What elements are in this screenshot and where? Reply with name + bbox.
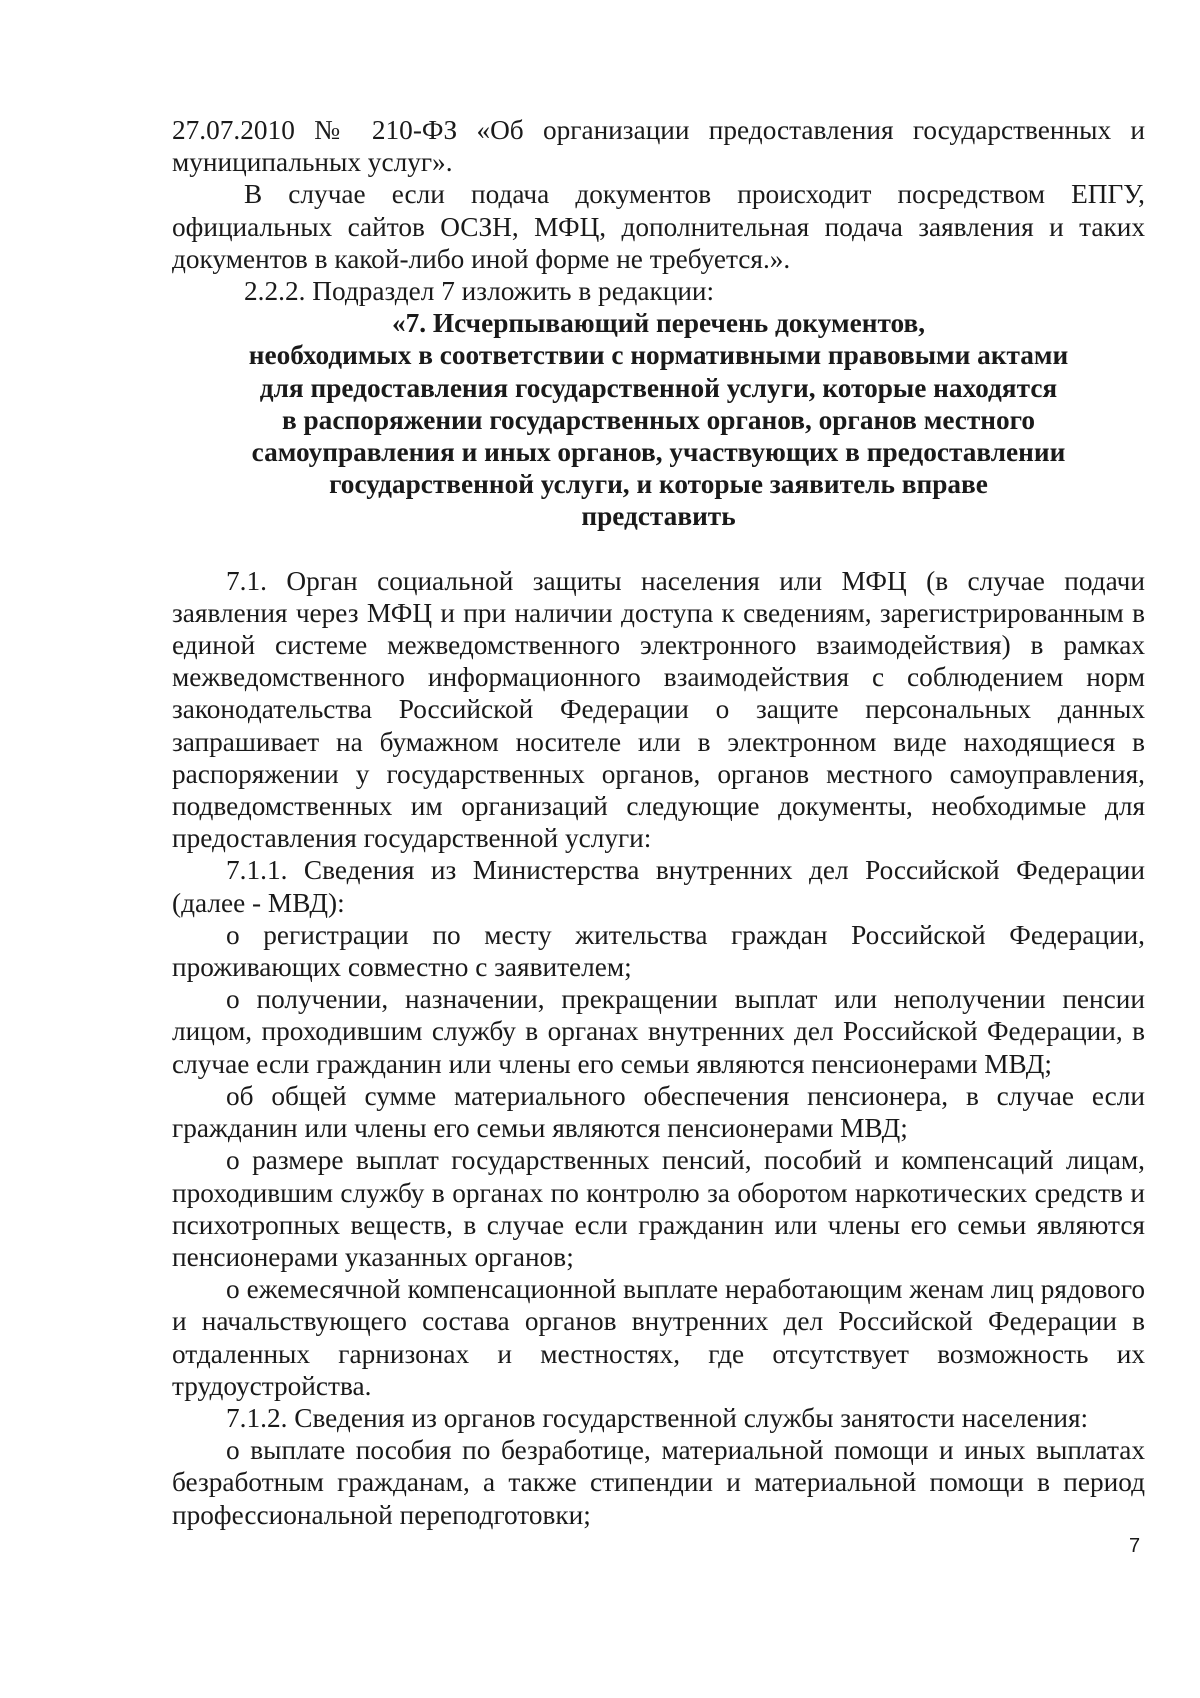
paragraph-total-sum: об общей сумме материального обеспечения пенсионера, в случае если гражданин или члены его семьи являются пенсионерами МВД; — [172, 1080, 1145, 1144]
paragraph-compensation: о ежемесячной компенсационной выплате неработающим женам лиц рядового и начальствующего состава органов внутренних дел Российской Федерации в отдаленных гарнизонах и местностях, где отсутствует возможность их трудоустройства. — [172, 1274, 1145, 1401]
heading-line: в распоряжении государственных органов, органов местного — [281, 404, 1036, 435]
section-heading — [172, 307, 1145, 532]
paragraph-unemployment: о выплате пособия по безработице, материальной помощи и иных выплатах безработным гражданам, а также стипендии и материальной помощи в период профессиональной переподготовки; — [172, 1435, 1145, 1530]
paragraph-subsection-7: 2.2.2. Подраздел 7 изложить в редакции: — [244, 276, 715, 307]
paragraph-7-1: 7.1. Орган социальной защиты населения или МФЦ (в случае подачи заявления через МФЦ и при наличии доступа к сведениям, зарегистрированным в единой системе межведомственного электронного взаимодействия) в рамках межведомственного информационного взаимодействия с соблюдением норм законодательства Российской Федерации о защите персональных данных запрашивает на бумажном носителе или в электронном виде находящиеся в распоряжении у государственных органов, органов местного самоуправления, подведомственных им организаций следующие документы, необходимые для предоставления государственной услуги: — [172, 565, 1145, 854]
paragraph-7-1-1: 7.1.1. Сведения из Министерства внутренних дел Российской Федерации (далее - МВД): — [172, 855, 1145, 918]
paragraph-registration: о регистрации по месту жительства граждан Российской Федерации, проживающих совместно с заявителем; — [172, 919, 1145, 983]
spacer — [172, 533, 1145, 565]
heading-line: государственной услуги, и которые заявитель вправе — [329, 469, 988, 500]
heading-line: необходимых в соответствии с нормативными правовыми актами — [248, 340, 1069, 371]
page-number: 7 — [1129, 1535, 1141, 1557]
heading-line: представить — [581, 501, 736, 532]
paragraph-pension-mvd: о получении, назначении, прекращении выплат или неполучении пенсии лицом, проходившим службу в органах внутренних дел Российской Федерации, в случае если гражданин или члены его семьи являются пенсионерами МВД; — [172, 984, 1145, 1079]
heading-line: самоуправления и иных органов, участвующих в предоставлении — [251, 437, 1066, 468]
paragraph-drug-control: о размере выплат государственных пенсий, пособий и компенсаций лицам, проходившим службу в органах по контролю за оборотом наркотических средств и психотропных веществ, в случае если гражданин или члены его семьи являются пенсионерами указанных органов; — [172, 1145, 1145, 1272]
page-content — [172, 114, 1145, 1531]
heading-line: для предоставления государственной услуги, которые находятся — [259, 372, 1058, 403]
paragraph-epgu: В случае если подача документов происходит посредством ЕПГУ, официальных сайтов ОСЗН, МФЦ, дополнительная подача заявления и таких документов в какой-либо иной форме не требуется.». — [172, 179, 1145, 274]
paragraph-7-1-2: 7.1.2. Сведения из органов государственной службы занятости населения: — [226, 1402, 1089, 1433]
heading-line: «7. Исчерпывающий перечень документов, — [391, 308, 926, 339]
paragraph-law-reference: 27.07.2010 № 210-ФЗ «Об организации предоставления государственных и муниципальных услуг». — [172, 115, 1145, 178]
